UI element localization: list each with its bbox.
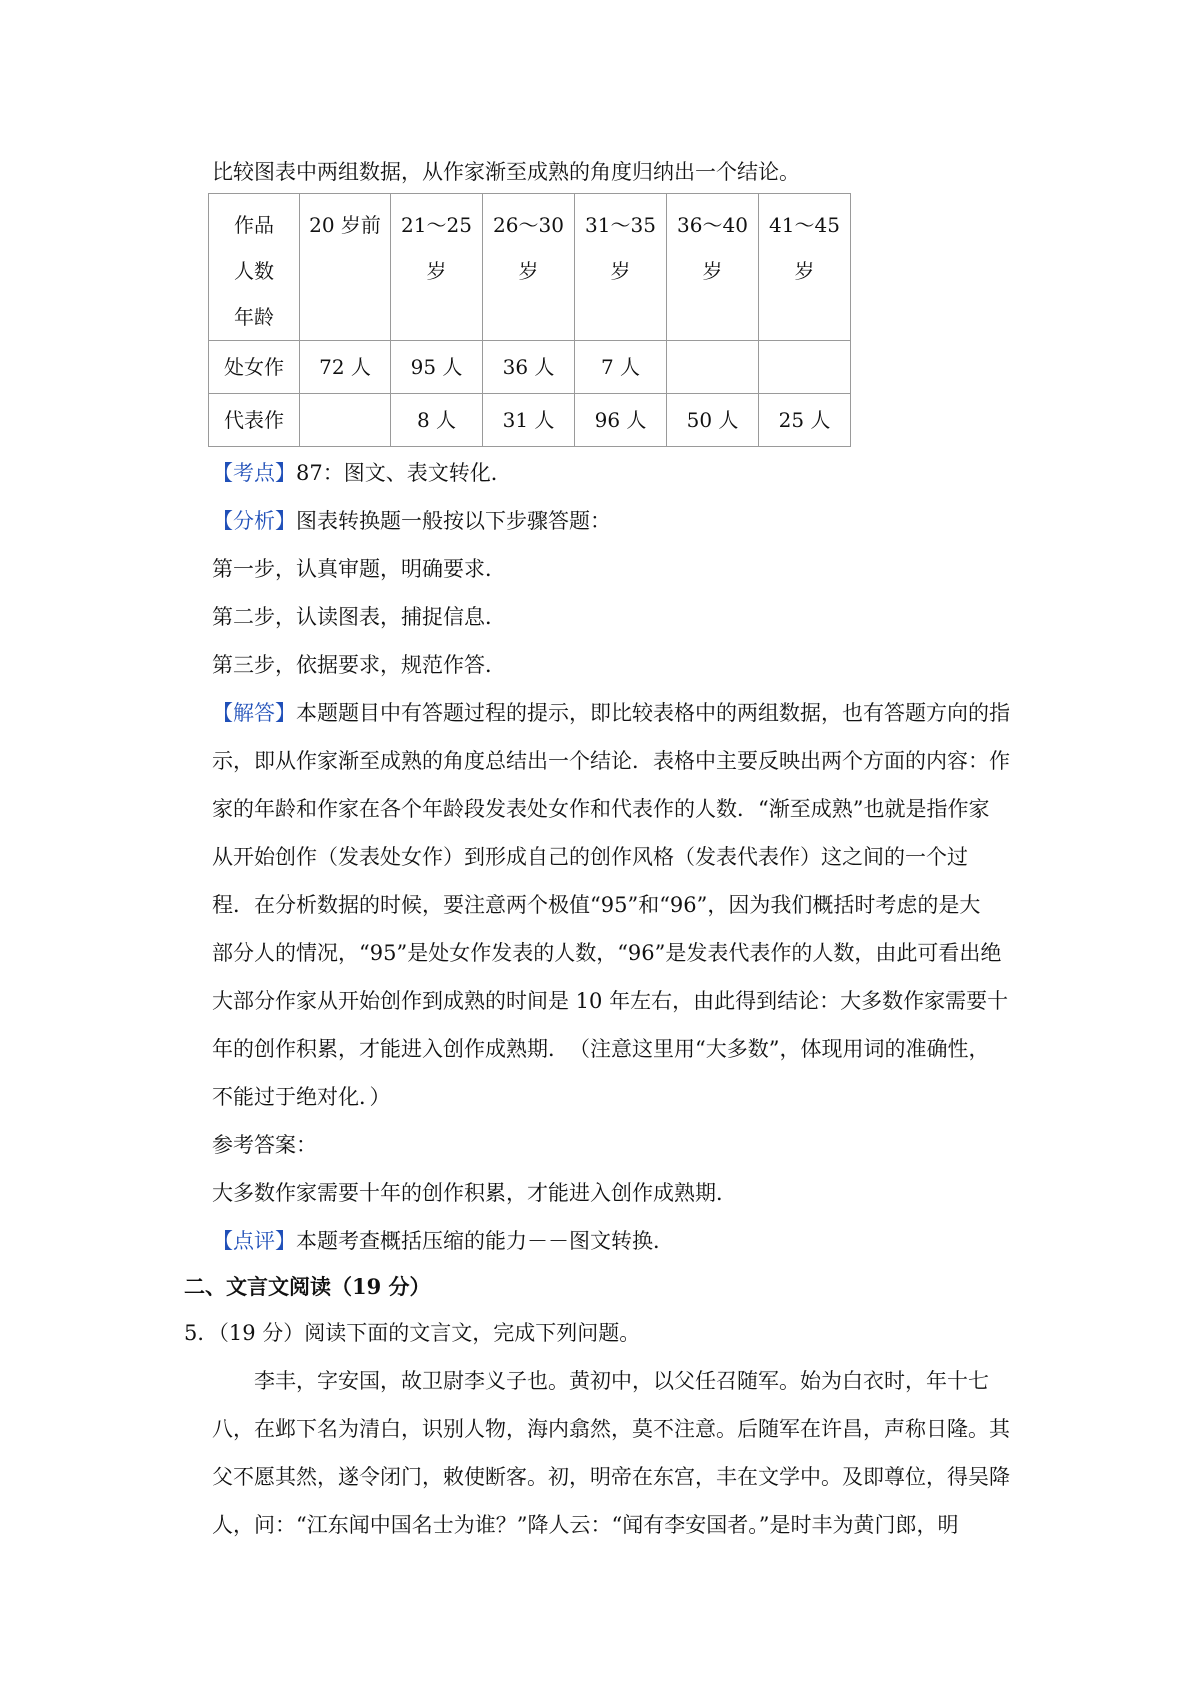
jieda-line bbox=[212, 698, 1010, 728]
jieda-text: 家的年龄和作家在各个年龄段发表处女作和代表作的人数．“渐至成熟”也就是指作家 bbox=[212, 797, 990, 821]
answer-text: 大多数作家需要十年的创作积累，才能进入创作成熟期． bbox=[212, 1181, 737, 1205]
fenxi-tag: 【分析】 bbox=[212, 509, 296, 533]
section-title: 二、文言文阅读（19 分） bbox=[184, 1274, 431, 1299]
row-label: 处女作 bbox=[209, 341, 300, 394]
column-header bbox=[300, 194, 391, 341]
intro-text: 比较图表中两组数据，从作家渐至成熟的角度归纳出一个结论。 bbox=[212, 160, 800, 184]
dianping-tag: 【点评】 bbox=[212, 1229, 296, 1253]
data-table bbox=[208, 193, 851, 447]
column-header-label: 21～25 bbox=[401, 213, 472, 237]
jieda-text: 从开始创作（发表处女作）到形成自己的创作风格（发表代表作）这之间的一个过 bbox=[212, 845, 968, 869]
jieda-text: 部分人的情况，“95”是处女作发表的人数，“96”是发表代表作的人数，由此可看出绝 bbox=[212, 941, 1002, 965]
column-header-label: 36～40 bbox=[677, 213, 748, 237]
column-header-unit: 岁 bbox=[702, 259, 723, 283]
column-header bbox=[575, 194, 667, 341]
corner-label: 年龄 bbox=[234, 305, 274, 329]
column-header bbox=[759, 194, 851, 341]
column-header bbox=[483, 194, 575, 341]
passage-line: 八，在邺下名为清白，识别人物，海内翕然，莫不注意。后随军在许昌，声称日隆。其 bbox=[212, 1417, 1010, 1441]
column-header-unit: 岁 bbox=[610, 259, 631, 283]
fenxi-step: 第三步，依据要求，规范作答． bbox=[212, 653, 506, 677]
corner-label: 作品 bbox=[234, 213, 274, 237]
jieda-tag: 【解答】 bbox=[212, 701, 296, 725]
question-text: 5．（19 分）阅读下面的文言文，完成下列问题。 bbox=[184, 1321, 641, 1345]
column-header-unit: 岁 bbox=[518, 259, 539, 283]
answer-label: 参考答案： bbox=[212, 1133, 317, 1157]
passage-line: 李丰，字安国，故卫尉李义子也。黄初中，以父任召随军。始为白衣时，年十七 bbox=[254, 1369, 989, 1393]
column-header bbox=[391, 194, 483, 341]
dianping-text: 本题考查概括压缩的能力－－图文转换． bbox=[296, 1229, 674, 1253]
kaodian-line bbox=[212, 458, 512, 488]
jieda-text: 本题题目中有答题过程的提示，即比较表格中的两组数据，也有答题方向的指 bbox=[296, 701, 1010, 725]
table-cell: 95 人 bbox=[391, 341, 483, 394]
fenxi-step: 第一步，认真审题，明确要求． bbox=[212, 557, 506, 581]
dianping-line bbox=[212, 1226, 674, 1256]
column-header-label: 26～30 bbox=[493, 213, 564, 237]
column-header-unit: 岁 bbox=[794, 259, 815, 283]
table-header-row bbox=[209, 194, 851, 341]
table-cell bbox=[759, 341, 851, 394]
table-cell: 7 人 bbox=[575, 341, 667, 394]
table-cell: 31 人 bbox=[483, 394, 575, 447]
jieda-text: 年的创作积累，才能进入创作成熟期． （注意这里用“大多数”，体现用词的准确性， bbox=[212, 1037, 990, 1061]
jieda-text: 不能过于绝对化．） bbox=[212, 1085, 391, 1109]
corner-cell bbox=[209, 194, 300, 341]
table-cell: 96 人 bbox=[575, 394, 667, 447]
column-header-label: 20 岁前 bbox=[309, 213, 381, 237]
fenxi-step: 第二步，认读图表，捕捉信息． bbox=[212, 605, 506, 629]
kaodian-tag: 【考点】 bbox=[212, 461, 296, 485]
table-cell: 8 人 bbox=[391, 394, 483, 447]
table-row bbox=[209, 394, 851, 447]
table-cell bbox=[300, 394, 391, 447]
kaodian-text: 87：图文、表文转化． bbox=[296, 461, 512, 485]
passage-line: 人，问：“江东闻中国名士为谁？”降人云：“闻有李安国者。”是时丰为黄门郎，明 bbox=[212, 1513, 959, 1537]
table-cell bbox=[667, 341, 759, 394]
table-cell: 50 人 bbox=[667, 394, 759, 447]
column-header bbox=[667, 194, 759, 341]
table-cell: 72 人 bbox=[300, 341, 391, 394]
jieda-text: 大部分作家从开始创作到成熟的时间是 10 年左右，由此得到结论：大多数作家需要十 bbox=[212, 989, 1009, 1013]
corner-label: 人数 bbox=[234, 259, 274, 283]
column-header-label: 31～35 bbox=[585, 213, 656, 237]
jieda-text: 示，即从作家渐至成熟的角度总结出一个结论．表格中主要反映出两个方面的内容：作 bbox=[212, 749, 1010, 773]
passage-line: 父不愿其然，遂令闭门，敕使断客。初，明帝在东宫，丰在文学中。及即尊位，得吴降 bbox=[212, 1465, 1010, 1489]
fenxi-text: 图表转换题一般按以下步骤答题： bbox=[296, 509, 611, 533]
jieda-text: 程．在分析数据的时候，要注意两个极值“95”和“96”，因为我们概括时考虑的是大 bbox=[212, 893, 981, 917]
column-header-unit: 岁 bbox=[426, 259, 447, 283]
fenxi-line bbox=[212, 506, 611, 536]
row-label: 代表作 bbox=[209, 394, 300, 447]
table-cell: 36 人 bbox=[483, 341, 575, 394]
table-cell: 25 人 bbox=[759, 394, 851, 447]
column-header-label: 41～45 bbox=[769, 213, 840, 237]
table-row bbox=[209, 341, 851, 394]
